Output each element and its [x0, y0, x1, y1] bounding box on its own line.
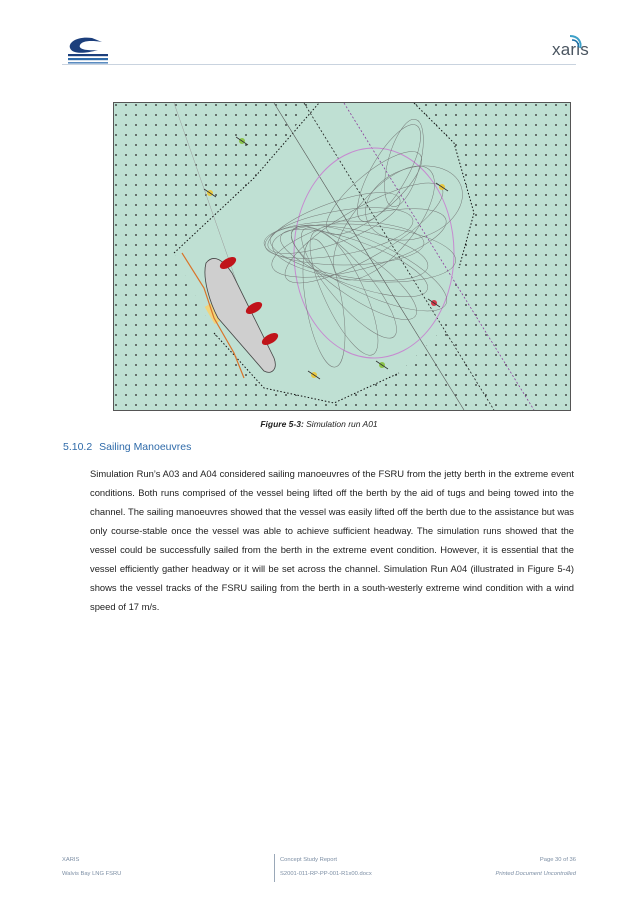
body-paragraph: Simulation Run’s A03 and A04 considered sailing manoeuvres of the FSRU from the jetty berth in the extreme event conditions. Both runs comprised of the vessel being lifted off the berth by the aid of tugs and being towed into the channel. The sailing manoeuvres showed that the vessel was easily lifted off the berth due to the assistance but was only course-stable once the vessel was able to achieve sufficient headway. The simulation runs showed that the vessel could be successfully sailed from the berth in the extreme event condition. However, it is essential that the vessel efficiently gather headway or it will be set across the channel. Simulation Run A04 (illustrated in Figure 5-4) shows the vessel tracks of the FSRU sailing from the berth in a south-westerly extreme wind condition with a wind speed of 17 m/s. [90, 468, 574, 612]
company-logo-icon [62, 34, 118, 64]
footer-project: Walvis Bay LNG FSRU [62, 871, 122, 877]
simulation-figure [113, 102, 571, 411]
section-heading [63, 441, 195, 453]
figure-caption-label: Figure 5-3: [260, 419, 304, 429]
footer-status: Printed Document Uncontrolled [495, 871, 576, 877]
section-title: Sailing Manoeuvres [99, 441, 192, 453]
section-number: 5.10.2 [63, 441, 93, 453]
footer-divider [274, 854, 275, 882]
xaris-swirl-icon [522, 34, 584, 64]
figure-caption [0, 419, 638, 429]
footer-company: XARIS [62, 857, 80, 863]
footer-report-title: Concept Study Report [280, 857, 338, 863]
footer-doc-number: S2001-011-RP-PP-001-R1x00.docx [280, 871, 372, 877]
simulation-plot [114, 103, 570, 410]
figure-caption-text: Simulation run A01 [303, 419, 378, 429]
xaris-logo-text: xaris [552, 40, 589, 59]
header-divider [62, 64, 576, 65]
footer-page-number: Page 30 of 36 [539, 857, 576, 863]
